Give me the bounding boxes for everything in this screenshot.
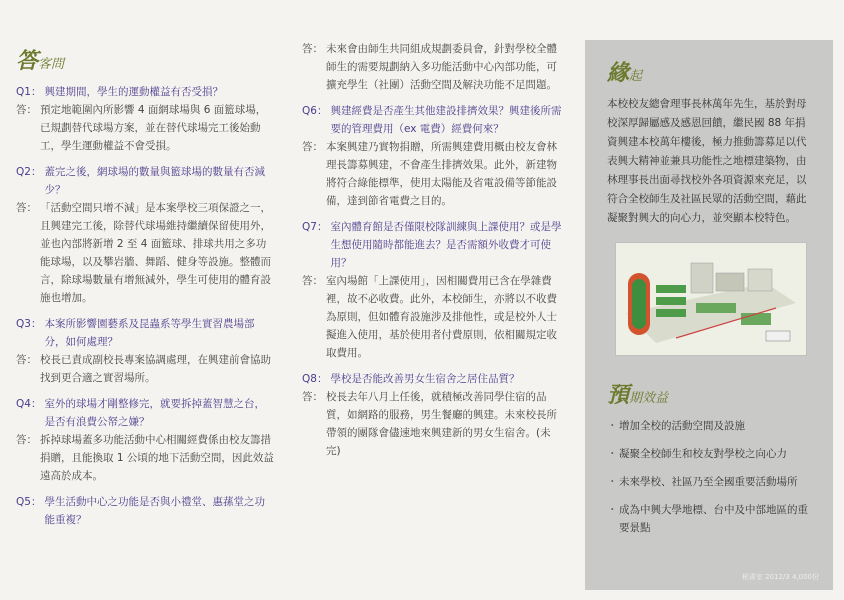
faq-item — [302, 218, 564, 362]
origin-text: 本校校友總會理事長林萬年先生，基於對母校深厚歸屬感及感恩回饋，繼民國 88 年捐資興建本校萬年樓後，極力推動籌募足以代表興大精神並兼具功能性之地標建築物，由林理事長出面尋找校外各項資源來充足，以符合全校師生及社區民眾的活動空間，藉此凝聚對興大的向心力，並突顯本校特色。 — [607, 98, 807, 224]
question-text: 蓋完之後，網球場的數量與籃球場的數量有否減少？ — [44, 166, 265, 196]
benefit-heading: 預期效益 — [607, 382, 669, 408]
benefit-text: 凝聚全校師生和校友對學校之向心力 — [619, 448, 787, 460]
faq-question — [16, 315, 274, 351]
question-label: Q1： — [16, 86, 42, 98]
bullet-icon: ・ — [607, 420, 618, 432]
question-text: 本案所影響園藝系及昆蟲系等學生實習農場部分，如何處理？ — [44, 318, 255, 348]
bullet-icon: ・ — [607, 448, 618, 460]
question-text: 學校是否能改善男女生宿舍之居住品質？ — [330, 373, 520, 385]
question-text: 興建經費是否產生其他建設排擠效果？興建後所需要的管理費用（ex 電費）經費何來？ — [330, 105, 562, 135]
question-text: 室外的球場才剛整修完，就要拆掉蓋智慧之台， 是否有浪費公帑之嫌？ — [44, 398, 265, 428]
answer-label: 答： — [16, 104, 37, 116]
answer-label: 答： — [16, 202, 37, 214]
benefit-item — [607, 445, 815, 463]
faq-question — [16, 163, 274, 199]
answer-text: 校長已責成副校長專案協調處理，在興建前會協助找到更合適之實習場所。 — [40, 354, 271, 384]
answer-label: 答： — [302, 275, 323, 287]
faq-question — [302, 370, 564, 388]
faq-item — [16, 315, 274, 387]
faq-column-1 — [0, 0, 282, 537]
faq-item — [302, 102, 564, 210]
answer-label: 答： — [302, 391, 323, 403]
faq-item — [16, 83, 274, 155]
faq-item — [16, 493, 274, 529]
question-text: 興建期間，學生的運動權益有否受損？ — [44, 86, 223, 98]
benefit-text: 成為中興大學地標、台中及中部地區的重要景點 — [619, 504, 808, 534]
faq-question — [302, 218, 564, 272]
benefit-item — [607, 501, 815, 537]
answer-label: 答： — [16, 354, 37, 366]
answer-text: 未來會由師生共同組成規劃委員會，針對學校全體師生的需要規劃納入多功能活動中心內部功能，可擴充學生（社團）活動空間及解決功能不足問題。 — [326, 43, 557, 91]
question-label: Q2： — [16, 166, 42, 178]
origin-heading: 緣起 — [607, 60, 643, 86]
answer-text: 拆掉球場蓋多功能活動中心相關經費係由校友籌措捐贈，且能換取 1 公頃的地下活動空間，因此效益遠高於成本。 — [40, 434, 274, 482]
faq-heading: 答客問 — [16, 48, 65, 74]
question-text: 室內體育館是否僅限校隊訓練與上課使用？或是學生想使用隨時都能進去？是否需額外收費才可使用？ — [330, 221, 562, 269]
benefit-text: 增加全校的活動空間及設施 — [619, 420, 745, 432]
faq-question — [16, 395, 274, 431]
answer-text: 「活動空間只增不減」是本案學校三項保證之一，且興建完工後，除替代球場維持繼續保留使用外，並也內部將新增 2 至 4 面籃球、排球共用之多功能球場，以及攀岩牆、舞蹈、健身等設施。整體而言，除球場數量有增無減外，學生可使用的體育設施也增加。 — [40, 202, 271, 304]
faq-item — [302, 40, 564, 94]
benefit-item — [607, 417, 815, 435]
faq-question — [302, 102, 564, 138]
faq-answer — [16, 351, 274, 387]
answer-text: 校長去年八月上任後，就積極改善同學住宿的品質，如網路的服務，男生餐廳的興建。未來校長所帶領的團隊會儘速地來興建新的男女生宿舍。(未完) — [326, 391, 557, 457]
print-footer: 秘書室 2012/3 4,000份 — [741, 573, 819, 581]
faq-question — [16, 83, 274, 101]
question-text: 學生活動中心之功能是否與小禮堂、惠蓀堂之功能重複？ — [44, 496, 265, 526]
question-label: Q3： — [16, 318, 42, 330]
answer-label: 答： — [302, 141, 323, 153]
answer-text: 預定地範圍內所影響 4 面網球場與 6 面籃球場，已規劃替代球場方案，並在替代球場完工後始動工，學生運動權益不會受損。 — [40, 104, 267, 152]
faq-column-2 — [290, 0, 572, 468]
answer-text: 室內場館「上課使用」，因相關費用已含在學雜費裡，故不必收費。此外，本校師生，亦將以不收費為原則，但如體育設施涉及排他性，或是校外人士擬進入使用，基於使用者付費原則，依相關規定收取費用。 — [326, 275, 557, 359]
question-label: Q6： — [302, 105, 328, 117]
benefit-item — [607, 473, 815, 491]
faq-answer — [16, 101, 274, 155]
answer-label: 答： — [16, 434, 37, 446]
faq-answer — [302, 138, 564, 210]
question-label: Q4： — [16, 398, 42, 410]
bullet-icon: ・ — [607, 504, 618, 516]
answer-label: 答： — [302, 43, 323, 55]
bullet-icon: ・ — [607, 476, 618, 488]
question-label: Q5： — [16, 496, 42, 508]
faq-item — [16, 395, 274, 485]
faq-answer — [302, 388, 564, 460]
benefit-list — [607, 417, 815, 537]
faq-item — [16, 163, 274, 307]
benefit-text: 未來學校、社區乃至全國重要活動場所 — [619, 476, 798, 488]
faq-item — [302, 370, 564, 460]
faq-answer — [16, 199, 274, 307]
campus-map-image — [615, 242, 807, 356]
faq-answer — [302, 40, 564, 94]
question-label: Q7： — [302, 221, 328, 233]
answer-text: 本案興建乃實物捐贈，所需興建費用概由校友會林理長籌募興建，不會產生排擠效果。此外，新建物將符合綠能標準，使用太陽能及省電設備等節能設備，達到節省電費之目的。 — [326, 141, 557, 207]
faq-answer — [302, 272, 564, 362]
question-label: Q8： — [302, 373, 328, 385]
faq-question — [16, 493, 274, 529]
faq-answer — [16, 431, 274, 485]
origin-panel — [585, 40, 833, 590]
